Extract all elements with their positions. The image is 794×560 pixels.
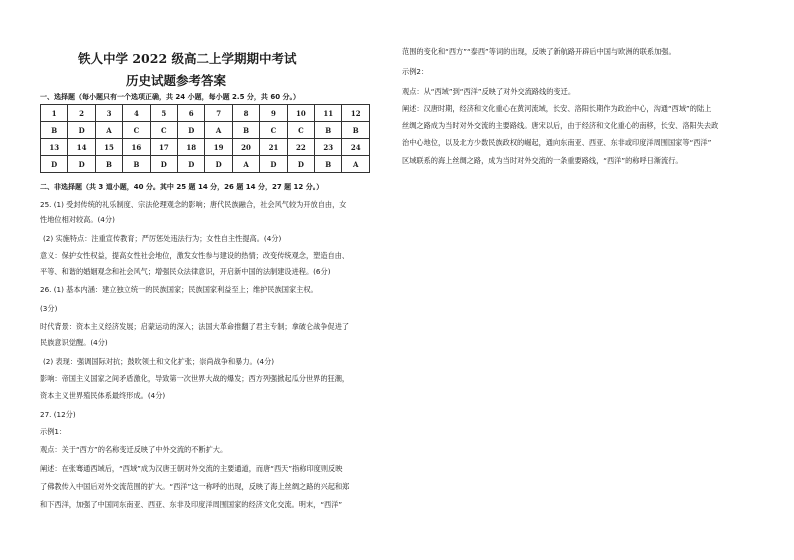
exam-title: 铁人中学 2022 级高二上学期期中考试 [78, 51, 297, 66]
question-number-cell: 18 [178, 139, 205, 156]
question-number-cell: 8 [232, 105, 259, 122]
question-number-cell: 20 [232, 139, 259, 156]
text-line: 平等、和谐的婚姻观念和社会风气；增强民众法律意识，开启新中国的法制建设进程。(6分) [40, 267, 331, 276]
text-line: 27. (12分) [40, 410, 76, 419]
text-line: 丝绸之路成为当时对外交流的主要路线。唐宋以后，由于经济和文化重心的南移，长安、洛阳失去政 [402, 121, 719, 130]
answer-cell: C [287, 122, 314, 139]
answer-cell: B [41, 122, 68, 139]
question-number-cell: 17 [150, 139, 177, 156]
text-line: 时代背景：资本主义经济发展；启蒙运动的深入；法国大革命推翻了君主专制；拿破仑战争促进了 [40, 322, 350, 331]
question-number-cell: 10 [287, 105, 314, 122]
question-number-cell: 7 [205, 105, 232, 122]
question-number-row [41, 105, 370, 122]
answer-cell: C [123, 122, 150, 139]
text-line: 示例2： [402, 67, 429, 76]
text-line: 影响：帝国主义国家之间矛盾激化，导致第一次世界大战的爆发；西方列强掀起瓜分世界的狂潮， [40, 374, 350, 383]
question-number-cell: 6 [178, 105, 205, 122]
question-number-cell: 11 [315, 105, 342, 122]
question-number-cell: 23 [315, 139, 342, 156]
section-nonchoice-heading: 二、非选择题（共 3 道小题，40 分。其中 25 题 14 分，26 题 14 分，27 题 12 分。） [40, 183, 324, 191]
question-number-row [41, 139, 370, 156]
question-number-cell: 21 [260, 139, 287, 156]
answer-cell: A [205, 122, 232, 139]
text-line: 范围的变化和“西方”“泰西”等词的出现，反映了新航路开辟后中国与欧洲的联系加强。 [402, 47, 676, 56]
answer-cell: A [342, 156, 370, 173]
text-line: (2) 实施特点：注重宣传教育；严厉惩处违法行为；女性自主性提高。(4分) [43, 234, 282, 243]
text-line: (3分) [40, 304, 58, 313]
answer-cell: B [315, 122, 342, 139]
text-line: 观点：关于“西方”的名称变迁反映了中外交流的不断扩大。 [40, 445, 228, 454]
text-line: 性地位相对较高。(4分) [40, 215, 115, 224]
question-number-cell: 5 [150, 105, 177, 122]
text-line: 25. (1) 受封传统的礼乐制度、宗法伦理观念的影响；唐代民族融合，社会风气较为开放自由，女 [40, 200, 347, 209]
answer-cell: D [178, 122, 205, 139]
question-number-cell: 22 [287, 139, 314, 156]
text-line: 和下西洋，加强了中国同东南亚、西亚、东非及印度洋周围国家的经济文化交流。明末，“西洋” [40, 500, 343, 509]
answer-cell: D [41, 156, 68, 173]
answer-cell: B [315, 156, 342, 173]
text-line: 区域联系的海上丝绸之路，成为当时对外交流的一条重要路线，“西洋”的称呼日渐流行。 [402, 156, 683, 165]
answer-cell: B [342, 122, 370, 139]
answer-cell: B [123, 156, 150, 173]
answer-row [41, 156, 370, 173]
question-number-cell: 24 [342, 139, 370, 156]
answer-table [40, 104, 370, 173]
question-number-cell: 19 [205, 139, 232, 156]
answer-cell: D [205, 156, 232, 173]
text-line: 26. (1) 基本内涵：建立独立统一的民族国家；民族国家利益至上；维护民族国家主权。 [40, 285, 318, 294]
question-number-cell: 9 [260, 105, 287, 122]
text-line: 阐述：汉唐时期，经济和文化重心在黄河流域，长安、洛阳长期作为政治中心，沟通“西域”的陆上 [402, 104, 712, 113]
text-line: 观点：从“西域”到“西洋”反映了对外交流路线的变迁。 [402, 87, 576, 96]
answer-cell: C [150, 122, 177, 139]
text-line: 阐述：在张骞通西域后，“西域”成为汉唐王朝对外交流的主要通道，而唐“西天”指称印度则反映 [40, 464, 343, 473]
answer-cell: D [178, 156, 205, 173]
answer-cell: B [232, 122, 259, 139]
answer-key-subtitle: 历史试题参考答案 [126, 73, 227, 88]
answer-cell: C [260, 122, 287, 139]
question-number-cell: 13 [41, 139, 68, 156]
question-number-cell: 14 [68, 139, 95, 156]
answer-cell: D [68, 122, 95, 139]
answer-cell: D [68, 156, 95, 173]
text-line: 示例1： [40, 427, 67, 436]
text-line: 民族意识觉醒。(4分) [40, 338, 108, 347]
answer-cell: D [260, 156, 287, 173]
text-line: 意义：保护女性权益，提高女性社会地位，激发女性参与建设的热情；改变传统观念，塑造自由、 [40, 251, 350, 260]
question-number-cell: 1 [41, 105, 68, 122]
answer-row [41, 122, 370, 139]
answer-cell: A [232, 156, 259, 173]
text-line: 了佛教传入中国后对外交流范围的扩大。“西洋”这一称呼的出现，反映了海上丝绸之路的兴起和郑 [40, 482, 350, 491]
question-number-cell: 15 [95, 139, 122, 156]
question-number-cell: 12 [342, 105, 370, 122]
answer-cell: B [95, 156, 122, 173]
text-line: 治中心地位，以及北方少数民族政权的崛起，通向东南亚、西亚、东非或印度洋周围国家等“西洋” [402, 138, 712, 147]
answer-cell: D [150, 156, 177, 173]
text-line: (2) 表现：强调国际对抗；鼓吹领土和文化扩张；崇尚战争和暴力。(4分) [43, 357, 275, 366]
question-number-cell: 4 [123, 105, 150, 122]
question-number-cell: 2 [68, 105, 95, 122]
question-number-cell: 16 [123, 139, 150, 156]
question-number-cell: 3 [95, 105, 122, 122]
text-line: 资本主义世界殖民体系最终形成。(4分) [40, 391, 166, 400]
answer-cell: A [95, 122, 122, 139]
section-choice-heading: 一、选择题（每小题只有一个选项正确，共 24 小题，每小题 2.5 分，共 60 分。） [40, 93, 301, 101]
answer-cell: D [287, 156, 314, 173]
